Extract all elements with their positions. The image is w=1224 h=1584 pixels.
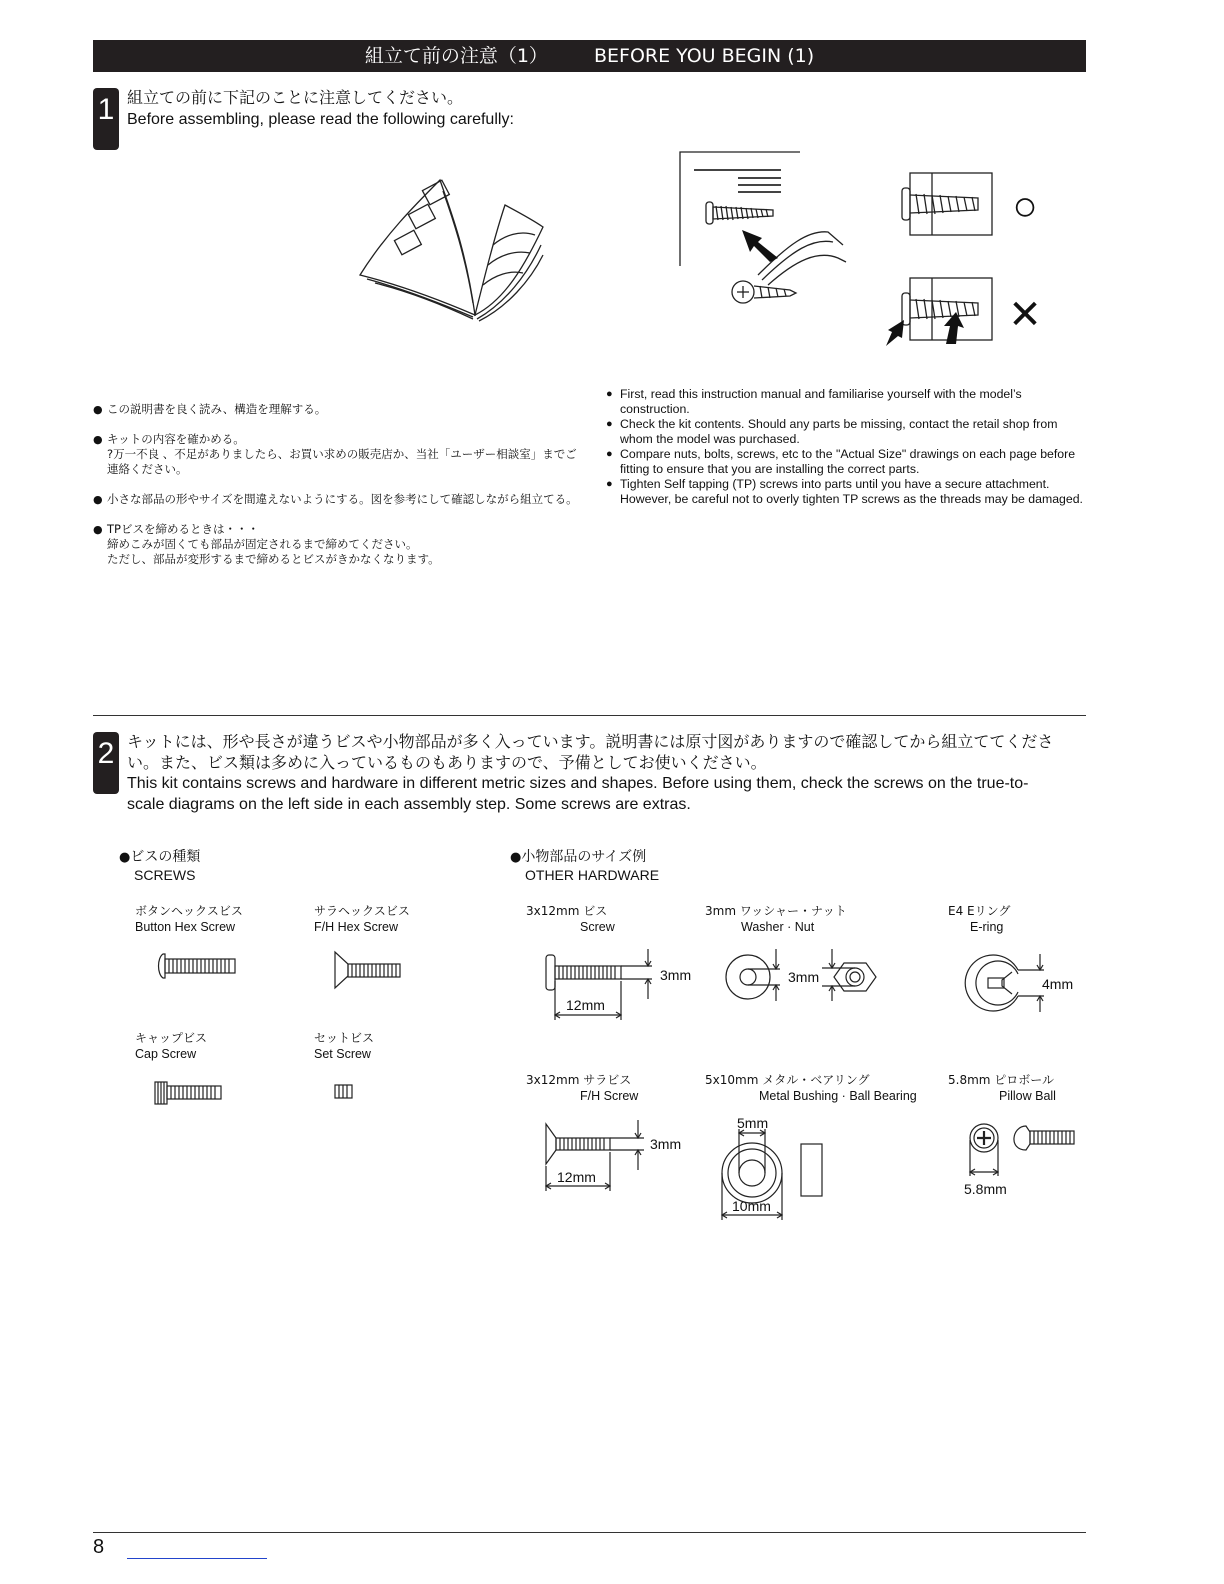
hardware-title-jp: ●小物部品のサイズ例 [510, 849, 647, 865]
step1-heading-jp: 組立ての前に下記のことに注意してください。 [127, 88, 464, 107]
page-header [93, 40, 1086, 72]
note-jp: ● 小さな部品の形やサイズを間違えないようにする。図を参考にして確認しながら組立てる。 [93, 492, 583, 507]
e-ring-label-en: E-ring [970, 920, 1004, 934]
note-jp: ● TPビスを締めるときは・・・ 締めこみが固くても部品が固定されるまで締めてください。 ただし、部品が変形するまで締めるとビスがきかなくなります。 [93, 522, 583, 567]
set-screw-icon [333, 1083, 355, 1101]
bearing-diagram [715, 1115, 830, 1225]
set-screw-label-en: Set Screw [314, 1047, 371, 1061]
note-en: ● Check the kit contents. Should any parts be missing, contact the retail shop from whom the model was purchased. [606, 417, 1086, 447]
button-hex-screw-icon [155, 950, 240, 982]
note-en: ● Compare nuts, bolts, screws, etc to the "Actual Size" drawings on each page before fitting to ensure that you are installing the correct parts. [606, 447, 1086, 477]
bearing-label-en: Metal Bushing · Ball Bearing [759, 1089, 917, 1103]
screw-3x12-label-en: Screw [580, 920, 615, 934]
note-en: ● First, read this instruction manual and familiarise yourself with the model’s construction. [606, 387, 1086, 417]
fh-screw-3x12-label-jp: 3x12mm サラビス [526, 1073, 632, 1087]
pillow-ball-label-en: Pillow Ball [999, 1089, 1056, 1103]
page-number: 8 [93, 1536, 105, 1558]
dim-3mm: 3mm [788, 969, 820, 985]
step1-heading-en: Before assembling, please read the following carefully: [127, 111, 514, 128]
dim-10mm: 10mm [732, 1198, 771, 1214]
washer-nut-diagram [722, 945, 887, 1005]
set-screw-label-jp: セットビス [314, 1031, 375, 1045]
wrong-symbol: ✕ [1008, 293, 1042, 337]
dim-12mm: 12mm [557, 1169, 596, 1185]
footer-rule [93, 1532, 1086, 1533]
header-title-jp: 組立て前の注意（1） [364, 45, 548, 67]
correct-symbol: ○ [1012, 182, 1038, 229]
instruction-manual-illustration [355, 175, 545, 325]
step1-notes-jp [93, 387, 583, 582]
fh-screw-3x12-label-en: F/H Screw [580, 1089, 639, 1103]
screw-fitting-comparison [880, 168, 1050, 348]
screws-title-en: SCREWS [134, 867, 196, 883]
fh-hex-label-en: F/H Hex Screw [314, 920, 399, 934]
cap-screw-label-jp: キャップビス [135, 1031, 208, 1045]
button-hex-label-jp: ボタンヘックスビス [135, 904, 243, 918]
step-number-2: 2 [93, 732, 119, 794]
step2-heading-en: This kit contains screws and hardware in different metric sizes and shapes. Before using them, check the screws on the true-to-scale diagrams on the left side in each assembly step. Some screws are extras. [127, 775, 1029, 813]
step-number-1: 1 [93, 88, 119, 150]
washer-nut-label-en: Washer · Nut [741, 920, 815, 934]
screw-3x12-diagram [540, 945, 700, 1025]
dim-5mm: 5mm [737, 1115, 769, 1131]
header-title-en: BEFORE YOU BEGIN (1) [593, 45, 815, 67]
pillow-ball-label-jp: 5.8mm ピロボール [948, 1073, 1055, 1087]
screw-3x12-label-jp: 3x12mm ビス [526, 904, 608, 918]
note-jp: ● キットの内容を確かめる。 ?万一不良 、不足がありましたら、お買い求めの販売店か、当社「ユーザー相談室」までご連絡ください。 [93, 432, 583, 477]
washer-nut-label-jp: 3mm ワッシャー・ナット [705, 904, 847, 918]
fh-hex-screw-icon [332, 950, 404, 990]
cap-screw-label-en: Cap Screw [135, 1047, 197, 1061]
button-hex-label-en: Button Hex Screw [135, 920, 236, 934]
e-ring-diagram [962, 950, 1082, 1020]
note-jp: ● この説明書を良く読み、構造を理解する。 [93, 402, 583, 417]
dim-3mm: 3mm [660, 967, 692, 983]
fh-screw-3x12-diagram [540, 1116, 690, 1196]
step2-heading-jp: キットには、形や長さが違うビスや小物部品が多く入っています。説明書には原寸図がありますので確認してから組立ててください。また、ビス類は多めに入っているものもありますので、予備としてお使いください。 [127, 732, 1054, 772]
fh-hex-label-jp: サラヘックスビス [314, 904, 410, 918]
dim-3mm: 3mm [650, 1136, 682, 1152]
hardware-title-en: OTHER HARDWARE [525, 867, 660, 883]
footer-link-line [127, 1558, 267, 1559]
cap-screw-icon [153, 1078, 225, 1108]
note-en: ● Tighten Self tapping (TP) screws into parts until you have a secure attachment. However, be careful not to overly tighten TP screws as the threads may be damaged. [606, 477, 1086, 507]
e-ring-label-jp: E4 Eリング [948, 904, 1011, 918]
section-divider [93, 715, 1086, 716]
tp-screw-illustration [678, 150, 853, 315]
dim-12mm: 12mm [566, 997, 605, 1013]
step1-notes-en [606, 387, 1086, 507]
bearing-label-jp: 5x10mm メタル・ベアリング [705, 1073, 870, 1087]
dim-5-8mm: 5.8mm [964, 1181, 1007, 1197]
pillow-ball-diagram [960, 1118, 1080, 1203]
dim-4mm: 4mm [1042, 976, 1074, 992]
screws-title-jp: ●ビスの種類 [119, 849, 201, 865]
